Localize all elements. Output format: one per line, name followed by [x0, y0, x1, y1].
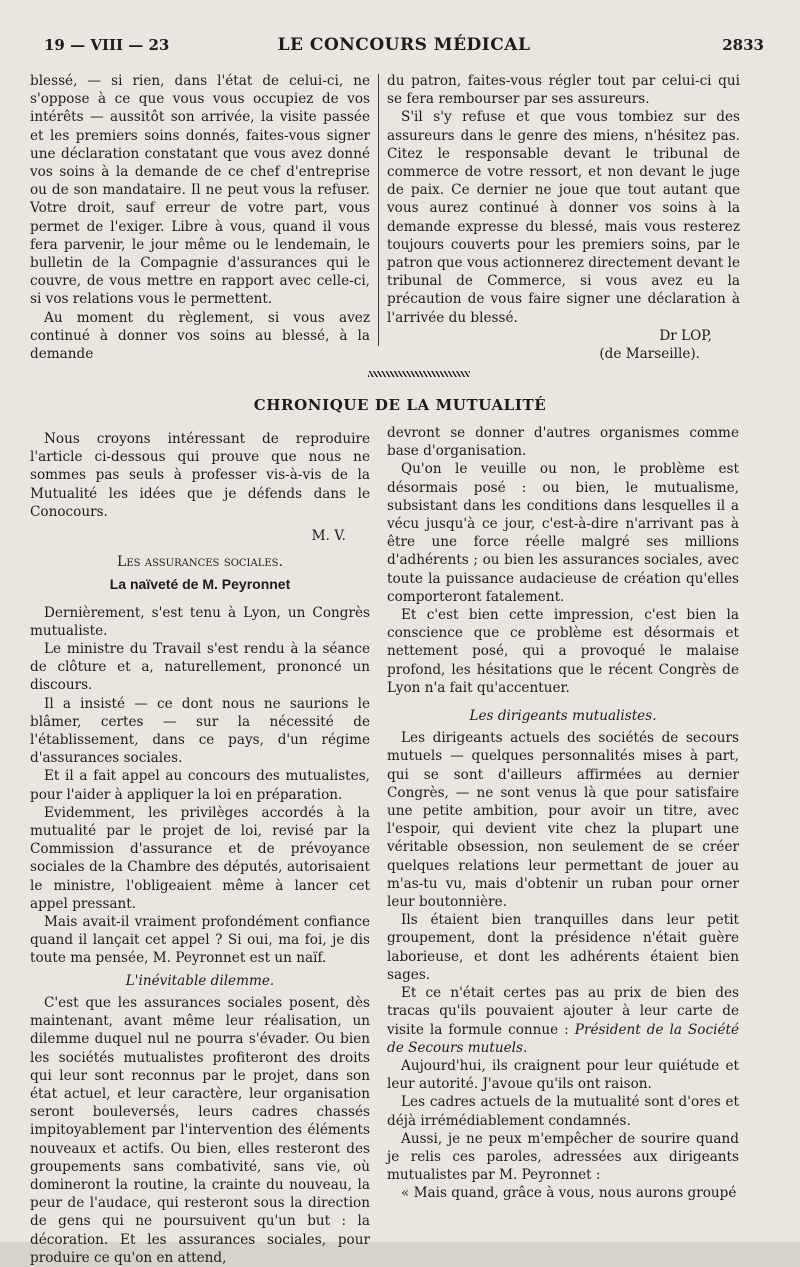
- bottom-right-column: [387, 424, 739, 1203]
- signature-place: (de Marseille).: [599, 346, 700, 363]
- paragraph: Ils étaient bien tranquilles dans leur petit groupement, dont la présidence n'était guère laborieuse, et dont les adhérents étaient bien sages.: [387, 912, 739, 983]
- paragraph: Au moment du règlement, si vous avez continué à donner vos soins au blessé, à la demande: [30, 309, 370, 363]
- intro-paragraph: Nous croyons intéressant de reproduire l'article ci-dessous qui prouve que nous ne sommes pas seuls à professer vis-à-vis de la Mutualité les idées que je défends dans le Conocours.: [30, 431, 370, 520]
- paragraph: Les cadres actuels de la mutualité sont d'ores et déjà irrémédiablement condamnés.: [387, 1094, 739, 1129]
- subsection-heading: L'inévitable dilemme.: [125, 972, 275, 989]
- tracas-text: Et ce n'était certes pas au prix de bien des tracas qu'ils pouvaient ajouter à leur carte de visite la formule connue :: [387, 985, 739, 1038]
- article-title: La naïveté de M. Peyronnet: [109, 576, 291, 593]
- paragraph: Aussi, je ne peux m'empêcher de sourire quand je relis ces paroles, adressées aux dirigeants mutualistes par M. Peyronnet :: [387, 1130, 739, 1184]
- paragraph: devront se donner d'autres organismes comme base d'organisation.: [387, 425, 739, 460]
- paragraph: Aujourd'hui, ils craignent pour leur quiétude et leur autorité. J'avoue qu'ils ont raison.: [387, 1057, 739, 1093]
- subsection-heading: Les dirigeants mutualistes.: [469, 708, 657, 725]
- paragraph: Mais avait-il vraiment profondément confiance quand il lançait cet appel ? Si oui, ma foi, je dis toute ma pensée, M. Peyronnet est un naïf.: [30, 914, 370, 967]
- paragraph: C'est que les assurances sociales posent, dès maintenant, avant même leur réalisation, un dilemme duquel nul ne pourra s'évader. Ou bien les sociétés mutualistes profiteront des droits qui leur sont reconnus par le projet, dans son état actuel, et leur caractère, leur organisation seront bouleversés, leurs cadres chassés impitoyablement par l'intervention des éléments nouveaux et actifs. Ou bien, elles resteront des groupements sans combativité, sans vie, où domineront la routine, la crainte du nouveau, la peur de l'audace, qui resteront sous la direction de gens qui ne poursuivent qu'un but : la décoration. Et les assurances sociales, pour produire ce qu'on en attend,: [30, 994, 370, 1266]
- section-title: CHRONIQUE DE LA MUTUALITÉ: [253, 396, 547, 414]
- paragraph: Il a insisté — ce dont nous ne saurions le blâmer, certes — sur la nécessité de l'établissement, dans ce pays, d'un régime d'assurances sociales.: [30, 695, 370, 767]
- paragraph: Et ce n'était certes pas au prix de bien des tracas qu'ils pouvaient ajouter à leur carte de visite la formule connue : Président de la Société de Secours mutuels.: [387, 985, 739, 1056]
- paragraph: blessé, — si rien, dans l'état de celui-ci, ne s'oppose à ce que vous vous occupiez de vos intérêts — aussitôt son arrivée, la visite passée et les premiers soins donnés, faites-vous signer une déclaration constatant que vous avez donné vos soins à la demande de ce chef d'entreprise ou de son mandataire. Il ne peut vous la refuser. Votre droit, sauf erreur de votre part, vous permet de l'exiger. Libre à vous, quand il vous fera parvenir, le jour même ou le lendemain, le bulletin de la Compagnie d'assurances qui le couvre, de vous mettre en rapport avec celle-ci, si vos relations vous le permettent.: [30, 73, 370, 308]
- decorative-separator: [368, 371, 470, 377]
- paragraph: du patron, faites-vous régler tout par celui-ci qui se fera rembourser par ses assureurs.: [387, 73, 740, 108]
- paragraph: Et il a fait appel au concours des mutualistes, pour l'aider à appliquer la loi en préparation.: [30, 768, 370, 803]
- top-left-column: [30, 72, 370, 363]
- page-number: 2833: [722, 36, 764, 54]
- intro-initials: M. V.: [311, 528, 346, 545]
- article-kicker: Les assurances sociales.: [117, 554, 283, 571]
- signature-name: Dr LOP,: [659, 327, 712, 344]
- top-right-column: [387, 72, 740, 363]
- paragraph: Evidemment, les privilèges accordés à la mutualité par le projet de loi, revisé par la Commission d'assurance et de prévoyance sociales de la Chambre des députés, autorisaient le ministre, l'obligeaient même à lancer cet appel pressant.: [30, 804, 370, 912]
- paragraph: Dernièrement, s'est tenu à Lyon, un Congrès mutualiste.: [30, 604, 370, 639]
- journal-title: LE CONCOURS MÉDICAL: [277, 35, 531, 55]
- issue-date: 19 — VIII — 23: [44, 36, 170, 54]
- paragraph: « Mais quand, grâce à vous, nous aurons groupé: [401, 1185, 737, 1202]
- column-divider: [378, 74, 379, 346]
- paragraph: Qu'on le veuille ou non, le problème est désormais posé : ou bien, le mutualisme, subsistant dans les conditions dans lesquelles il a vécu jusqu'à ce jour, c'est-à-dire n'arrivant pas à être une force réelle malgré ses millions d'adhérents ; ou bien les assurances sociales, avec toute la puissance audacieuse de création qu'elles comporteront fatalement.: [387, 461, 739, 605]
- bottom-left-column: [30, 430, 370, 1267]
- paragraph: Les dirigeants actuels des sociétés de secours mutuels — quelques personnalités mises à part, qui se sont d'ailleurs affirmées au dernier Congrès, — ne sont venus là que pour satisfaire une petite ambition, pour avoir un titre, avec l'espoir, qui devient vite chez la plupart une véritable obsession, non seulement de se créer quelques relations leur permettant de jouer au m'as-tu vu, mais d'obtenir un ruban pour orner leur boutonnière.: [387, 730, 739, 911]
- tracas-formula: Président de la Société de Secours mutuels: [387, 1021, 739, 1056]
- paragraph: Et c'est bien cette impression, c'est bien la conscience que ce problème est désormais et nettement posé, qui a provoqué le malaise profond, les hésitations que le récent Congrès de Lyon n'a fait qu'accentuer.: [387, 607, 739, 696]
- page-header: [36, 32, 772, 58]
- paragraph: S'il s'y refuse et que vous tombiez sur des assureurs dans le genre des miens, n'hésitez pas. Citez le responsable devant le tribunal de commerce de votre ressort, et non devant le juge de paix. Ce dernier ne joue que tout autant que vous aurez continué à donner vos soins à la demande expresse du blessé, mais vous resterez toujours couverts pour les premiers soins, par le patron que vous actionnerez directement devant le tribunal de Commerce, si vous avez eu la précaution de vous faire signer une déclaration à l'arrivée du blessé.: [387, 109, 740, 326]
- paragraph: Le ministre du Travail s'est rendu à la séance de clôture et a, naturellement, prononcé un discours.: [30, 641, 370, 694]
